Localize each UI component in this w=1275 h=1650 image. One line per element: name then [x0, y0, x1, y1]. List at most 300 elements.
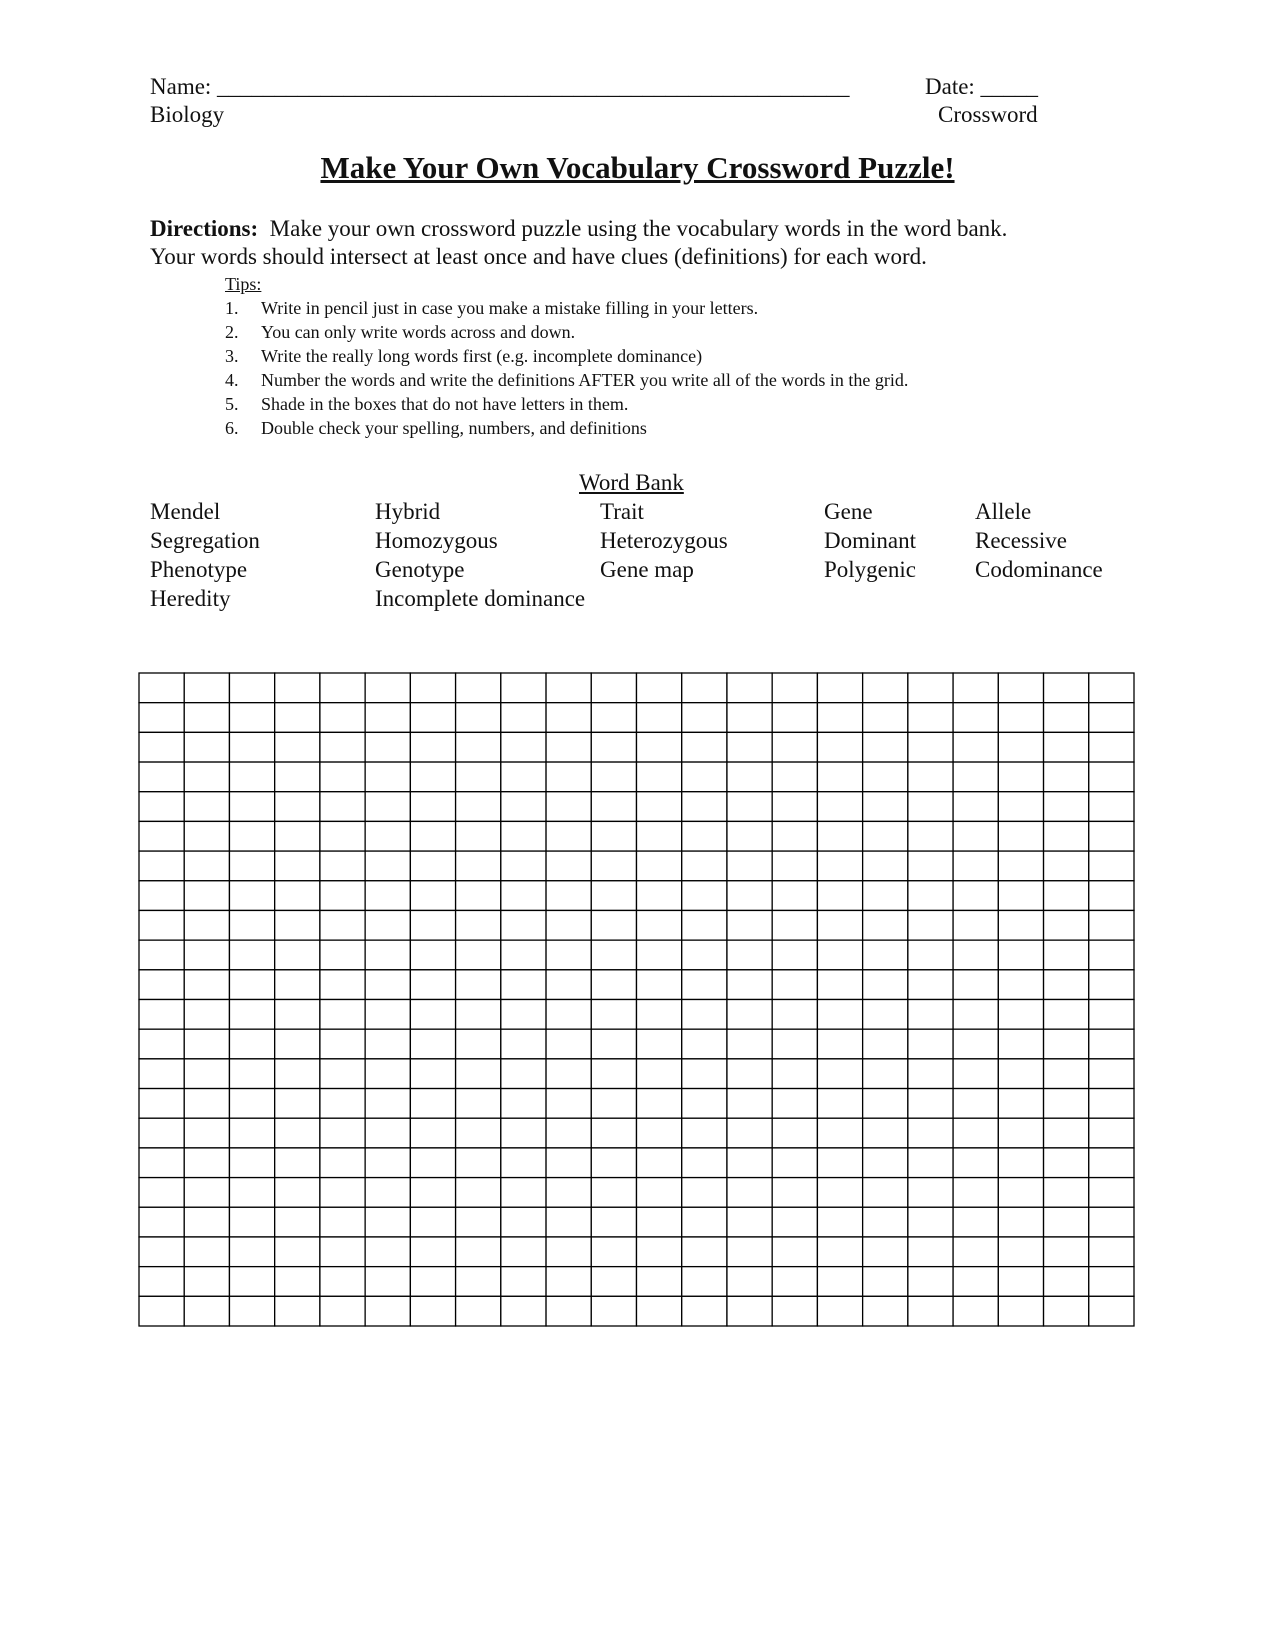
grid-cell[interactable]	[1089, 881, 1134, 911]
grid-cell[interactable]	[275, 673, 320, 703]
grid-cell[interactable]	[501, 851, 546, 881]
grid-cell[interactable]	[410, 940, 455, 970]
grid-cell[interactable]	[229, 1267, 274, 1297]
grid-cell[interactable]	[817, 762, 862, 792]
grid-cell[interactable]	[184, 762, 229, 792]
grid-cell[interactable]	[410, 881, 455, 911]
grid-cell[interactable]	[410, 673, 455, 703]
grid-cell[interactable]	[908, 1000, 953, 1030]
grid-cell[interactable]	[863, 762, 908, 792]
grid-cell[interactable]	[591, 1118, 636, 1148]
grid-cell[interactable]	[365, 910, 410, 940]
grid-cell[interactable]	[275, 1059, 320, 1089]
grid-cell[interactable]	[682, 1118, 727, 1148]
grid-cell[interactable]	[546, 821, 591, 851]
grid-cell[interactable]	[229, 1089, 274, 1119]
grid-cell[interactable]	[772, 703, 817, 733]
grid-cell[interactable]	[546, 851, 591, 881]
grid-cell[interactable]	[998, 1059, 1043, 1089]
grid-cell[interactable]	[229, 1296, 274, 1326]
grid-cell[interactable]	[953, 1000, 998, 1030]
grid-cell[interactable]	[591, 910, 636, 940]
grid-cell[interactable]	[320, 1296, 365, 1326]
grid-cell[interactable]	[275, 1148, 320, 1178]
grid-cell[interactable]	[591, 1178, 636, 1208]
grid-cell[interactable]	[998, 1237, 1043, 1267]
grid-cell[interactable]	[139, 940, 184, 970]
grid-cell[interactable]	[1044, 1207, 1089, 1237]
grid-cell[interactable]	[139, 970, 184, 1000]
grid-cell[interactable]	[727, 970, 772, 1000]
grid-cell[interactable]	[275, 1089, 320, 1119]
grid-cell[interactable]	[501, 762, 546, 792]
grid-cell[interactable]	[275, 732, 320, 762]
grid-cell[interactable]	[727, 1267, 772, 1297]
grid-cell[interactable]	[863, 851, 908, 881]
grid-cell[interactable]	[591, 1267, 636, 1297]
grid-cell[interactable]	[682, 1000, 727, 1030]
grid-cell[interactable]	[998, 821, 1043, 851]
grid-cell[interactable]	[365, 851, 410, 881]
grid-cell[interactable]	[365, 1267, 410, 1297]
grid-cell[interactable]	[863, 910, 908, 940]
grid-cell[interactable]	[953, 910, 998, 940]
grid-cell[interactable]	[184, 851, 229, 881]
grid-cell[interactable]	[908, 673, 953, 703]
grid-cell[interactable]	[682, 1148, 727, 1178]
grid-cell[interactable]	[456, 1237, 501, 1267]
grid-cell[interactable]	[772, 762, 817, 792]
grid-cell[interactable]	[320, 881, 365, 911]
grid-cell[interactable]	[546, 1296, 591, 1326]
grid-cell[interactable]	[727, 1207, 772, 1237]
grid-cell[interactable]	[1089, 1207, 1134, 1237]
grid-cell[interactable]	[727, 1029, 772, 1059]
grid-cell[interactable]	[863, 1267, 908, 1297]
grid-cell[interactable]	[953, 1118, 998, 1148]
grid-cell[interactable]	[501, 673, 546, 703]
grid-cell[interactable]	[501, 881, 546, 911]
grid-cell[interactable]	[998, 940, 1043, 970]
grid-cell[interactable]	[320, 1207, 365, 1237]
grid-cell[interactable]	[501, 1207, 546, 1237]
grid-cell[interactable]	[456, 1089, 501, 1119]
grid-cell[interactable]	[908, 1207, 953, 1237]
grid-cell[interactable]	[139, 1178, 184, 1208]
grid-cell[interactable]	[456, 1148, 501, 1178]
grid-cell[interactable]	[591, 1000, 636, 1030]
grid-cell[interactable]	[410, 1207, 455, 1237]
grid-cell[interactable]	[365, 1178, 410, 1208]
grid-cell[interactable]	[953, 851, 998, 881]
grid-cell[interactable]	[817, 1207, 862, 1237]
grid-cell[interactable]	[817, 1296, 862, 1326]
grid-cell[interactable]	[772, 1029, 817, 1059]
grid-cell[interactable]	[591, 970, 636, 1000]
grid-cell[interactable]	[1044, 910, 1089, 940]
grid-cell[interactable]	[637, 881, 682, 911]
grid-cell[interactable]	[546, 1029, 591, 1059]
grid-cell[interactable]	[365, 821, 410, 851]
grid-cell[interactable]	[1044, 1148, 1089, 1178]
grid-cell[interactable]	[546, 1267, 591, 1297]
grid-cell[interactable]	[817, 1148, 862, 1178]
grid-cell[interactable]	[184, 1118, 229, 1148]
grid-cell[interactable]	[998, 851, 1043, 881]
grid-cell[interactable]	[727, 1237, 772, 1267]
grid-cell[interactable]	[229, 1118, 274, 1148]
grid-cell[interactable]	[817, 1178, 862, 1208]
grid-cell[interactable]	[546, 792, 591, 822]
grid-cell[interactable]	[456, 910, 501, 940]
grid-cell[interactable]	[320, 1089, 365, 1119]
grid-cell[interactable]	[501, 1059, 546, 1089]
grid-cell[interactable]	[456, 1029, 501, 1059]
grid-cell[interactable]	[863, 1237, 908, 1267]
grid-cell[interactable]	[953, 762, 998, 792]
grid-cell[interactable]	[139, 1267, 184, 1297]
grid-cell[interactable]	[1089, 1178, 1134, 1208]
grid-cell[interactable]	[998, 881, 1043, 911]
grid-cell[interactable]	[727, 673, 772, 703]
grid-cell[interactable]	[953, 1148, 998, 1178]
grid-cell[interactable]	[365, 1237, 410, 1267]
grid-cell[interactable]	[546, 1178, 591, 1208]
grid-cell[interactable]	[772, 1089, 817, 1119]
grid-cell[interactable]	[184, 970, 229, 1000]
grid-cell[interactable]	[591, 673, 636, 703]
grid-cell[interactable]	[501, 821, 546, 851]
grid-cell[interactable]	[275, 821, 320, 851]
grid-cell[interactable]	[682, 851, 727, 881]
grid-cell[interactable]	[998, 762, 1043, 792]
grid-cell[interactable]	[817, 792, 862, 822]
grid-cell[interactable]	[591, 821, 636, 851]
grid-cell[interactable]	[229, 970, 274, 1000]
grid-cell[interactable]	[591, 1089, 636, 1119]
grid-cell[interactable]	[275, 1000, 320, 1030]
grid-cell[interactable]	[682, 1207, 727, 1237]
grid-cell[interactable]	[998, 1178, 1043, 1208]
grid-cell[interactable]	[727, 881, 772, 911]
grid-cell[interactable]	[365, 732, 410, 762]
grid-cell[interactable]	[456, 970, 501, 1000]
grid-cell[interactable]	[908, 881, 953, 911]
grid-cell[interactable]	[682, 1267, 727, 1297]
grid-cell[interactable]	[365, 1059, 410, 1089]
grid-cell[interactable]	[275, 1207, 320, 1237]
grid-cell[interactable]	[1044, 703, 1089, 733]
grid-cell[interactable]	[410, 1296, 455, 1326]
grid-cell[interactable]	[365, 792, 410, 822]
grid-cell[interactable]	[772, 1267, 817, 1297]
grid-cell[interactable]	[456, 1059, 501, 1089]
grid-cell[interactable]	[772, 1207, 817, 1237]
grid-cell[interactable]	[591, 881, 636, 911]
grid-cell[interactable]	[456, 1000, 501, 1030]
grid-cell[interactable]	[229, 703, 274, 733]
grid-cell[interactable]	[229, 1000, 274, 1030]
grid-cell[interactable]	[365, 1207, 410, 1237]
grid-cell[interactable]	[456, 1178, 501, 1208]
grid-cell[interactable]	[998, 732, 1043, 762]
grid-cell[interactable]	[637, 1059, 682, 1089]
grid-cell[interactable]	[682, 1237, 727, 1267]
grid-cell[interactable]	[456, 703, 501, 733]
grid-cell[interactable]	[320, 1148, 365, 1178]
grid-cell[interactable]	[998, 703, 1043, 733]
grid-cell[interactable]	[501, 1178, 546, 1208]
grid-cell[interactable]	[1089, 1296, 1134, 1326]
grid-cell[interactable]	[727, 1059, 772, 1089]
grid-cell[interactable]	[998, 1296, 1043, 1326]
grid-cell[interactable]	[456, 1267, 501, 1297]
grid-cell[interactable]	[546, 732, 591, 762]
grid-cell[interactable]	[637, 1148, 682, 1178]
grid-cell[interactable]	[817, 732, 862, 762]
grid-cell[interactable]	[275, 970, 320, 1000]
grid-cell[interactable]	[998, 1118, 1043, 1148]
grid-cell[interactable]	[1089, 673, 1134, 703]
grid-cell[interactable]	[727, 1118, 772, 1148]
grid-cell[interactable]	[998, 1207, 1043, 1237]
grid-cell[interactable]	[501, 940, 546, 970]
grid-cell[interactable]	[139, 1059, 184, 1089]
grid-cell[interactable]	[682, 881, 727, 911]
grid-cell[interactable]	[727, 910, 772, 940]
grid-cell[interactable]	[184, 1267, 229, 1297]
grid-cell[interactable]	[908, 1267, 953, 1297]
grid-cell[interactable]	[682, 1059, 727, 1089]
grid-cell[interactable]	[908, 910, 953, 940]
grid-cell[interactable]	[1044, 1178, 1089, 1208]
grid-cell[interactable]	[1044, 673, 1089, 703]
grid-cell[interactable]	[546, 1148, 591, 1178]
grid-cell[interactable]	[863, 1000, 908, 1030]
grid-cell[interactable]	[908, 1118, 953, 1148]
grid-cell[interactable]	[772, 1118, 817, 1148]
grid-cell[interactable]	[365, 881, 410, 911]
grid-cell[interactable]	[637, 1237, 682, 1267]
grid-cell[interactable]	[863, 1029, 908, 1059]
grid-cell[interactable]	[1089, 1237, 1134, 1267]
grid-cell[interactable]	[365, 1148, 410, 1178]
grid-cell[interactable]	[184, 703, 229, 733]
grid-cell[interactable]	[863, 1296, 908, 1326]
grid-cell[interactable]	[998, 1089, 1043, 1119]
grid-cell[interactable]	[682, 762, 727, 792]
grid-cell[interactable]	[1089, 1089, 1134, 1119]
grid-cell[interactable]	[637, 1178, 682, 1208]
grid-cell[interactable]	[184, 1178, 229, 1208]
grid-cell[interactable]	[229, 792, 274, 822]
grid-cell[interactable]	[501, 732, 546, 762]
grid-cell[interactable]	[817, 970, 862, 1000]
grid-cell[interactable]	[229, 1237, 274, 1267]
grid-cell[interactable]	[546, 940, 591, 970]
grid-cell[interactable]	[772, 673, 817, 703]
grid-cell[interactable]	[546, 1000, 591, 1030]
grid-cell[interactable]	[727, 940, 772, 970]
grid-cell[interactable]	[817, 821, 862, 851]
grid-cell[interactable]	[320, 792, 365, 822]
grid-cell[interactable]	[184, 1089, 229, 1119]
grid-cell[interactable]	[998, 1148, 1043, 1178]
grid-cell[interactable]	[546, 910, 591, 940]
grid-cell[interactable]	[501, 1267, 546, 1297]
grid-cell[interactable]	[139, 1148, 184, 1178]
grid-cell[interactable]	[320, 1118, 365, 1148]
grid-cell[interactable]	[682, 910, 727, 940]
grid-cell[interactable]	[365, 970, 410, 1000]
grid-cell[interactable]	[275, 703, 320, 733]
grid-cell[interactable]	[320, 673, 365, 703]
grid-cell[interactable]	[1089, 762, 1134, 792]
grid-cell[interactable]	[1044, 1000, 1089, 1030]
grid-cell[interactable]	[139, 1089, 184, 1119]
grid-cell[interactable]	[637, 792, 682, 822]
grid-cell[interactable]	[998, 673, 1043, 703]
grid-cell[interactable]	[817, 703, 862, 733]
grid-cell[interactable]	[501, 1237, 546, 1267]
grid-cell[interactable]	[591, 762, 636, 792]
grid-cell[interactable]	[275, 1118, 320, 1148]
grid-cell[interactable]	[817, 1089, 862, 1119]
grid-cell[interactable]	[953, 732, 998, 762]
grid-cell[interactable]	[817, 1000, 862, 1030]
grid-cell[interactable]	[1089, 1029, 1134, 1059]
grid-cell[interactable]	[1044, 1118, 1089, 1148]
grid-cell[interactable]	[953, 1029, 998, 1059]
grid-cell[interactable]	[863, 1118, 908, 1148]
grid-cell[interactable]	[184, 881, 229, 911]
grid-cell[interactable]	[1089, 970, 1134, 1000]
grid-cell[interactable]	[184, 673, 229, 703]
grid-cell[interactable]	[275, 762, 320, 792]
grid-cell[interactable]	[139, 1296, 184, 1326]
grid-cell[interactable]	[184, 1059, 229, 1089]
grid-cell[interactable]	[817, 1059, 862, 1089]
grid-cell[interactable]	[1089, 732, 1134, 762]
grid-cell[interactable]	[772, 1296, 817, 1326]
grid-cell[interactable]	[1089, 821, 1134, 851]
grid-cell[interactable]	[998, 970, 1043, 1000]
grid-cell[interactable]	[772, 821, 817, 851]
grid-cell[interactable]	[546, 1118, 591, 1148]
grid-cell[interactable]	[546, 1207, 591, 1237]
grid-cell[interactable]	[908, 1148, 953, 1178]
grid-cell[interactable]	[953, 1089, 998, 1119]
grid-cell[interactable]	[772, 1148, 817, 1178]
grid-cell[interactable]	[229, 762, 274, 792]
grid-cell[interactable]	[1044, 821, 1089, 851]
grid-cell[interactable]	[184, 1148, 229, 1178]
grid-cell[interactable]	[908, 732, 953, 762]
grid-cell[interactable]	[456, 881, 501, 911]
grid-cell[interactable]	[410, 1267, 455, 1297]
grid-cell[interactable]	[1044, 1089, 1089, 1119]
grid-cell[interactable]	[772, 940, 817, 970]
grid-cell[interactable]	[320, 703, 365, 733]
grid-cell[interactable]	[1089, 1148, 1134, 1178]
grid-cell[interactable]	[953, 703, 998, 733]
grid-cell[interactable]	[591, 1029, 636, 1059]
grid-cell[interactable]	[817, 1118, 862, 1148]
grid-cell[interactable]	[953, 673, 998, 703]
grid-cell[interactable]	[546, 762, 591, 792]
grid-cell[interactable]	[908, 821, 953, 851]
grid-cell[interactable]	[682, 673, 727, 703]
grid-cell[interactable]	[637, 1267, 682, 1297]
grid-cell[interactable]	[320, 970, 365, 1000]
grid-cell[interactable]	[275, 940, 320, 970]
grid-cell[interactable]	[727, 732, 772, 762]
grid-cell[interactable]	[908, 1029, 953, 1059]
grid-cell[interactable]	[682, 1178, 727, 1208]
grid-cell[interactable]	[320, 821, 365, 851]
grid-cell[interactable]	[139, 732, 184, 762]
grid-cell[interactable]	[772, 1237, 817, 1267]
grid-cell[interactable]	[637, 1029, 682, 1059]
grid-cell[interactable]	[184, 1296, 229, 1326]
grid-cell[interactable]	[139, 792, 184, 822]
grid-cell[interactable]	[275, 910, 320, 940]
grid-cell[interactable]	[591, 1237, 636, 1267]
grid-cell[interactable]	[410, 910, 455, 940]
grid-cell[interactable]	[591, 1296, 636, 1326]
grid-cell[interactable]	[320, 851, 365, 881]
grid-cell[interactable]	[365, 1029, 410, 1059]
grid-cell[interactable]	[863, 881, 908, 911]
grid-cell[interactable]	[772, 910, 817, 940]
grid-cell[interactable]	[1044, 940, 1089, 970]
grid-cell[interactable]	[229, 1029, 274, 1059]
grid-cell[interactable]	[637, 673, 682, 703]
grid-cell[interactable]	[410, 1059, 455, 1089]
grid-cell[interactable]	[591, 940, 636, 970]
grid-cell[interactable]	[998, 792, 1043, 822]
grid-cell[interactable]	[546, 1059, 591, 1089]
grid-cell[interactable]	[953, 1237, 998, 1267]
grid-cell[interactable]	[365, 673, 410, 703]
grid-cell[interactable]	[1089, 1267, 1134, 1297]
grid-cell[interactable]	[184, 1029, 229, 1059]
grid-cell[interactable]	[998, 910, 1043, 940]
grid-cell[interactable]	[953, 1059, 998, 1089]
grid-cell[interactable]	[139, 1029, 184, 1059]
grid-cell[interactable]	[637, 1000, 682, 1030]
grid-cell[interactable]	[727, 821, 772, 851]
grid-cell[interactable]	[139, 673, 184, 703]
grid-cell[interactable]	[546, 673, 591, 703]
grid-cell[interactable]	[320, 1000, 365, 1030]
grid-cell[interactable]	[727, 1148, 772, 1178]
grid-cell[interactable]	[546, 1089, 591, 1119]
grid-cell[interactable]	[591, 1148, 636, 1178]
grid-cell[interactable]	[953, 1178, 998, 1208]
grid-cell[interactable]	[637, 1118, 682, 1148]
grid-cell[interactable]	[817, 940, 862, 970]
grid-cell[interactable]	[410, 762, 455, 792]
grid-cell[interactable]	[410, 1089, 455, 1119]
grid-cell[interactable]	[1044, 732, 1089, 762]
grid-cell[interactable]	[1089, 910, 1134, 940]
grid-cell[interactable]	[320, 940, 365, 970]
grid-cell[interactable]	[275, 1029, 320, 1059]
grid-cell[interactable]	[456, 940, 501, 970]
grid-cell[interactable]	[998, 1029, 1043, 1059]
grid-cell[interactable]	[410, 1178, 455, 1208]
